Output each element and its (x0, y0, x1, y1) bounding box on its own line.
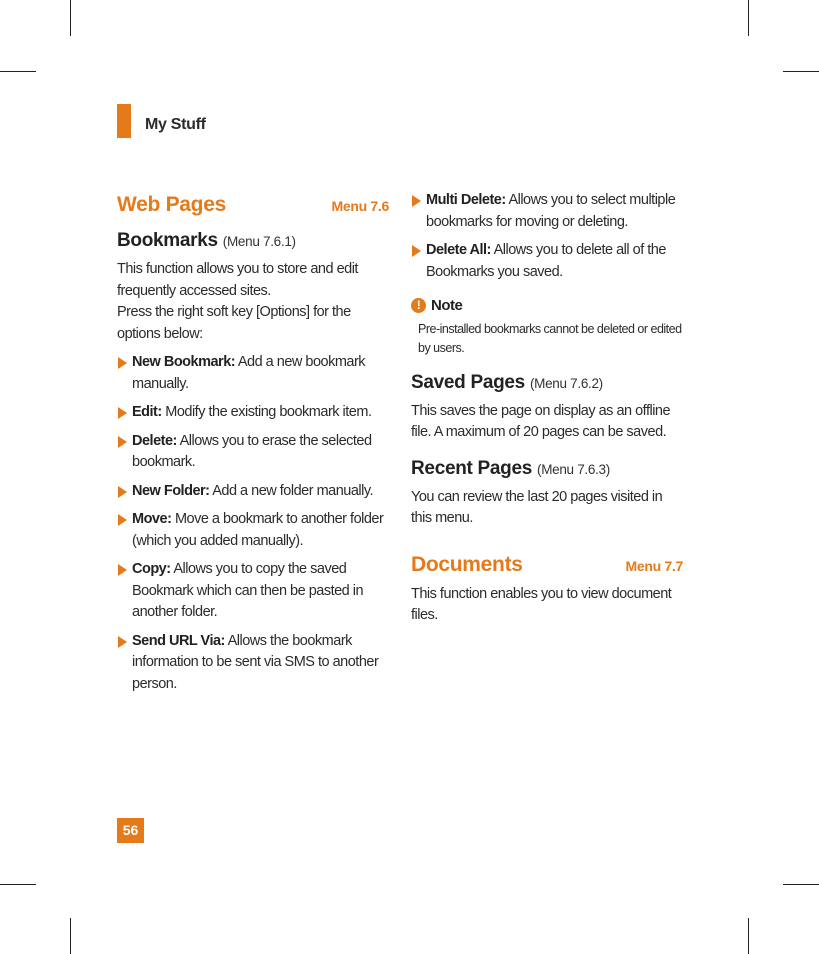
item-term: Copy: (132, 561, 171, 577)
list-item (117, 509, 389, 552)
page-number: 56 (117, 818, 144, 843)
item-text: Allows you to copy the saved Bookmark which can then be pasted in another folder. (132, 561, 364, 620)
list-item (117, 352, 389, 395)
crop-mark (783, 71, 819, 72)
note-heading (411, 295, 683, 317)
arrow-icon (118, 486, 127, 498)
documents-menu-ref: Menu 7.7 (625, 557, 683, 574)
note-title: Note (431, 297, 463, 314)
crop-mark (0, 71, 36, 72)
arrow-icon (118, 636, 127, 648)
item-text: Allows the bookmark information to be sent via SMS to another person. (132, 632, 379, 692)
saved-pages-heading (411, 370, 683, 397)
saved-pages-menu-ref: (Menu 7.6.2) (529, 375, 603, 391)
bookmarks-heading (117, 228, 389, 255)
recent-pages-title: Recent Pages (411, 457, 533, 479)
right-column (411, 190, 683, 627)
saved-pages-text: This saves the page on display as an offline file. A maximum of 20 pages can be saved. (411, 402, 671, 440)
arrow-icon (118, 407, 127, 419)
arrow-icon (118, 436, 127, 448)
item-term: Delete All: (426, 242, 491, 258)
list-item (117, 431, 389, 474)
item-text: Allows you to delete all of the Bookmarks you saved. (426, 242, 666, 280)
item-text: Add a new bookmark manually. (132, 354, 366, 392)
item-text: Add a new folder manually. (212, 482, 374, 499)
list-item (411, 190, 683, 233)
recent-pages-heading (411, 456, 683, 483)
list-item (117, 481, 389, 503)
documents-title: Documents (411, 552, 523, 576)
item-term: New Folder: (132, 482, 210, 499)
arrow-icon (118, 564, 127, 576)
crop-mark (748, 0, 749, 36)
arrow-icon (412, 245, 421, 257)
list-item (411, 240, 683, 283)
list-item (117, 631, 389, 696)
bookmarks-menu-ref: (Menu 7.6.1) (222, 234, 296, 249)
bookmarks-title: Bookmarks (117, 230, 218, 251)
list-item (117, 402, 389, 424)
note-text: Pre-installed bookmarks cannot be deleted or edited by users. (418, 321, 682, 355)
item-term: Move: (132, 511, 172, 527)
arrow-icon (412, 195, 421, 207)
left-column (117, 190, 389, 695)
section-title: My Stuff (145, 116, 206, 133)
item-text: Allows you to select multiple bookmarks for moving or deleting. (426, 192, 676, 230)
item-term: New Bookmark: (132, 354, 236, 370)
bookmarks-instructions: Press the right soft key [Options] for the options below: (117, 304, 351, 342)
item-text: Allows you to erase the selected bookmark. (132, 432, 372, 470)
item-term: Edit: (132, 404, 162, 420)
crop-mark (748, 918, 749, 954)
bookmark-options-list (117, 352, 389, 695)
crop-mark (70, 0, 71, 36)
documents-text: This function enables you to view document files. (411, 585, 672, 623)
saved-pages-title: Saved Pages (411, 371, 525, 393)
bookmark-options-list-cont (411, 190, 683, 283)
bookmarks-intro: This function allows you to store and edit frequently accessed sites. (117, 261, 358, 299)
item-term: Send URL Via: (132, 632, 225, 649)
crop-mark (783, 884, 819, 885)
arrow-icon (118, 357, 127, 369)
crop-mark (0, 884, 36, 885)
item-text: Modify the existing bookmark item. (165, 404, 372, 420)
item-term: Delete: (132, 432, 177, 449)
recent-pages-text: You can review the last 20 pages visited in this menu. (411, 488, 663, 526)
documents-heading (411, 550, 683, 580)
list-item (117, 559, 389, 624)
section-marker (117, 104, 131, 138)
arrow-icon (118, 514, 127, 526)
recent-pages-menu-ref: (Menu 7.6.3) (537, 461, 610, 477)
crop-mark (70, 918, 71, 954)
exclamation-icon: ! (411, 298, 426, 313)
web-pages-title: Web Pages (117, 193, 226, 216)
web-pages-heading (117, 190, 389, 220)
item-text: Move a bookmark to another folder (which you added manually). (132, 511, 384, 549)
web-pages-menu-ref: Menu 7.6 (331, 198, 389, 214)
item-term: Multi Delete: (426, 192, 506, 208)
